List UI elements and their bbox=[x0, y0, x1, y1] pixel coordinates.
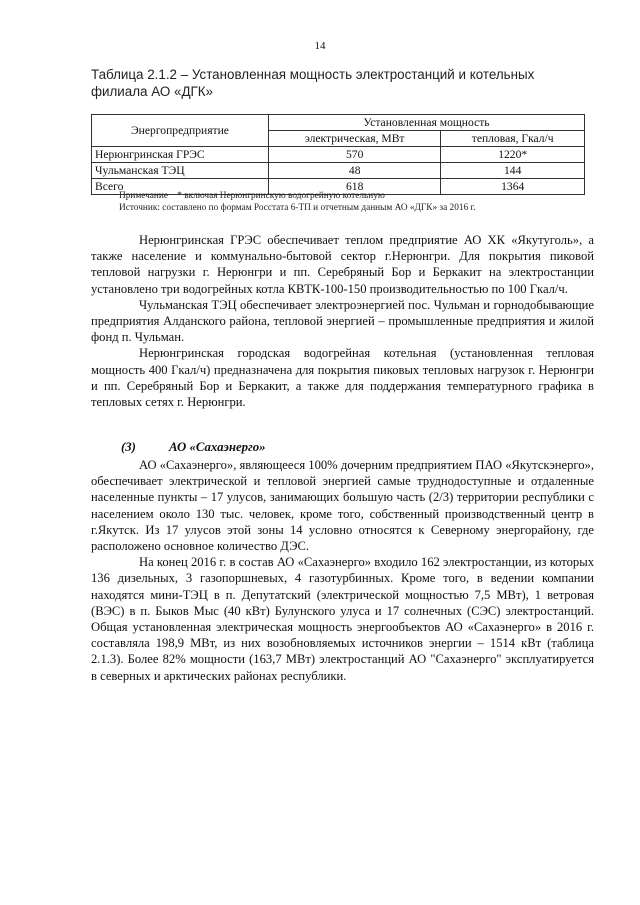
row-name: Нерюнгринская ГРЭС bbox=[92, 147, 269, 163]
row-thermal: 1364 bbox=[441, 179, 585, 195]
table-row bbox=[92, 163, 585, 179]
row-thermal: 144 bbox=[441, 163, 585, 179]
paragraph: Чульманская ТЭЦ обеспечивает электроэнергией пос. Чульман и горнодобывающие предприятия Алданского района, тепловой энергией – промышленные предприятия и жилой фонд п. Чульман. bbox=[91, 297, 594, 345]
row-electric: 618 bbox=[269, 179, 441, 195]
header-enterprise: Энергопредприятие bbox=[92, 115, 269, 147]
row-electric: 570 bbox=[269, 147, 441, 163]
table-header-row bbox=[92, 115, 585, 131]
paragraph: Нерюнгринская городская водогрейная котельная (установленная тепловая мощность 400 Гкал/ч) предназначена для покрытия пиковых тепловых нагрузок г. Нерюнгри и пп. Серебряный Бор и Беркакит, а также для поддержания температурного графика в тепловых сетях г. Нерюнгри. bbox=[91, 346, 594, 410]
table-note: Примечание * включая Нерюнгринскую водогрейную котельную bbox=[119, 191, 385, 201]
table-source: Источник: составлено по формам Росстата 6-ТП и отчетным данным АО «ДГК» за 2016 г. bbox=[119, 203, 476, 213]
header-electric: электрическая, МВт bbox=[269, 131, 441, 147]
body-text-1 bbox=[91, 232, 594, 410]
section-title: АО «Сахаэнерго» bbox=[169, 440, 266, 454]
header-capacity: Установленная мощность bbox=[269, 115, 585, 131]
row-name: Чульманская ТЭЦ bbox=[92, 163, 269, 179]
row-name: Всего bbox=[92, 179, 269, 195]
table-caption: Таблица 2.1.2 – Установленная мощность электростанций и котельных филиала АО «ДГК» bbox=[91, 67, 535, 99]
paragraph: АО «Сахаэнерго», являющееся 100% дочерним предприятием ПАО «Якутскэнерго», обеспечивает электрической и тепловой энергией самые труднодоступные и отдаленные населенные пункты – 17 улусов, занимающих большую часть (2/3) территории республики с населением около 130 тыс. человек, кроме того, собственный производственный центр в г.Якутск. Из 17 улусов этой зоны 14 условно относятся к Северному энергорайону, где расположено основное количество ДЭС. bbox=[91, 458, 594, 554]
capacity-table bbox=[91, 114, 585, 195]
section-heading bbox=[121, 440, 266, 455]
paragraph: На конец 2016 г. в состав АО «Сахаэнерго» входило 162 электростанции, из которых 136 дизельных, 3 газопоршневых, 4 газотурбинных. Кроме того, в ведении компании находятся мини-ТЭЦ в п. Депутатский (электрической мощностью 7,5 МВт), 1 ветровая (ВЭС) в п. Быков Мыс (40 кВт) Булунского улуса и 17 солнечных (СЭС) электростанций. Общая установленная электрическая мощность энергообъектов АО «Сахаэнерго» в 2016 г. составляла 198,9 МВт, из них возобновляемых источников энергии – 1514 кВт (таблица 2.1.3). Более 82% мощности (163,7 МВт) электростанций АО "Сахаэнерго" эксплуатируется в северных и арктических районах республики. bbox=[91, 555, 594, 683]
body-text-2 bbox=[91, 457, 594, 684]
header-thermal: тепловая, Гкал/ч bbox=[441, 131, 585, 147]
row-electric: 48 bbox=[269, 163, 441, 179]
page-number: 14 bbox=[314, 40, 326, 52]
table-row bbox=[92, 147, 585, 163]
row-thermal: 1220* bbox=[441, 147, 585, 163]
section-number: (3) bbox=[121, 440, 136, 454]
paragraph: Нерюнгринская ГРЭС обеспечивает теплом предприятие АО ХК «Якутуголь», а также население и коммунально-бытовой сектор г.Нерюнгри. Для покрытия пиковой тепловой нагрузки г. Нерюнгри и пп. Серебряный Бор и Беркакит на электростанции установлено три водогрейных котла КВТК-100-150 производительностью по 100 Гкал/ч. bbox=[91, 233, 594, 296]
